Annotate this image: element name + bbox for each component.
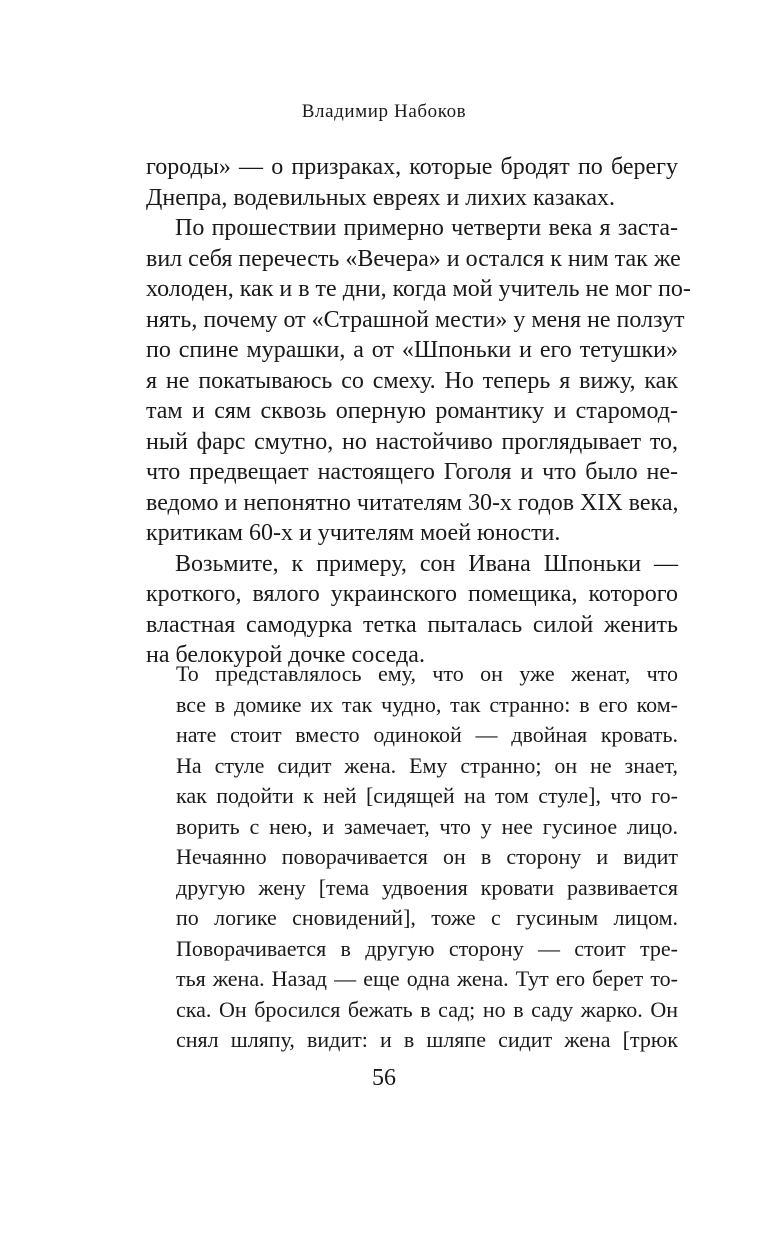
- quote-line: по логике сновидений], тоже с гусиным лицом.: [176, 905, 678, 930]
- text-line: властная самодурка тетка пыталась силой женить: [146, 611, 678, 638]
- quote-line: все в домике их так чудно, так странно: в его ком-: [176, 691, 678, 717]
- text-line: я не покатываюсь со смеху. Но теперь я вижу, как: [146, 367, 678, 394]
- quote-line: То представлялось ему, что он уже женат, что: [176, 661, 678, 686]
- text-line: там и сям сквозь оперную романтику и старомод-: [146, 398, 678, 424]
- text-line: критикам 60-х и учителям моей юности.: [146, 520, 561, 546]
- quote-line: На стуле сидит жена. Ему странно; он не знает,: [176, 752, 678, 778]
- page-number: 56: [372, 1065, 396, 1091]
- text-line: ный фарс смутно, но настойчиво проглядывает то,: [146, 428, 678, 455]
- text-line: по спине мурашки, а от «Шпоньки и его тетушки»: [146, 337, 678, 363]
- quote-line: ворить с нею, и замечает, что у нее гусиное лицо.: [176, 813, 678, 839]
- text-line: что предвещает настоящего Гоголя и что было не-: [146, 459, 678, 485]
- text-line: нять, почему от «Страшной мести» у меня не ползут: [146, 306, 685, 333]
- quote-line: снял шляпу, видит: и в шляпе сидит жена [трюк: [176, 1027, 678, 1052]
- main-text: [146, 152, 691, 671]
- running-header: Владимир Набоков: [301, 101, 467, 122]
- text-line: городы» — о призраках, которые бродят по берегу: [146, 154, 678, 180]
- quote-line: как подойти к ней [сидящей на том стуле], что го-: [176, 783, 678, 808]
- text-line: кроткого, вялого украинского помещика, которого: [146, 581, 678, 607]
- text-line: на белокурой дочке соседа.: [146, 642, 425, 668]
- quote-line: нате стоит вместо одинокой — двойная кровать.: [176, 722, 678, 747]
- text-line: Днепра, водевильных евреях и лихих казаках.: [146, 184, 615, 211]
- block-quote: [176, 659, 678, 1056]
- quote-line: тья жена. Назад — еще одна жена. Тут его берет то-: [176, 966, 678, 991]
- quote-line: Поворачивается в другую сторону — стоит тре-: [176, 935, 678, 961]
- text-line: По прошествии примерно четверти века я заста-: [175, 215, 678, 241]
- text-line: Возьмите, к примеру, сон Ивана Шпоньки —: [175, 550, 678, 577]
- text-line: вил себя перечесть «Вечера» и остался к ним так же: [146, 245, 681, 272]
- quote-line: другую жену [тема удвоения кровати развивается: [176, 874, 678, 900]
- quote-line: Нечаянно поворачивается он в сторону и видит: [176, 844, 678, 869]
- text-line: холоден, как и в те дни, когда мой учитель не мог по-: [146, 276, 691, 302]
- text-line: ведомо и непонятно читателям 30-х годов XIX века,: [146, 489, 679, 516]
- quote-line: ска. Он бросился бежать в сад; но в саду жарко. Он: [176, 996, 678, 1022]
